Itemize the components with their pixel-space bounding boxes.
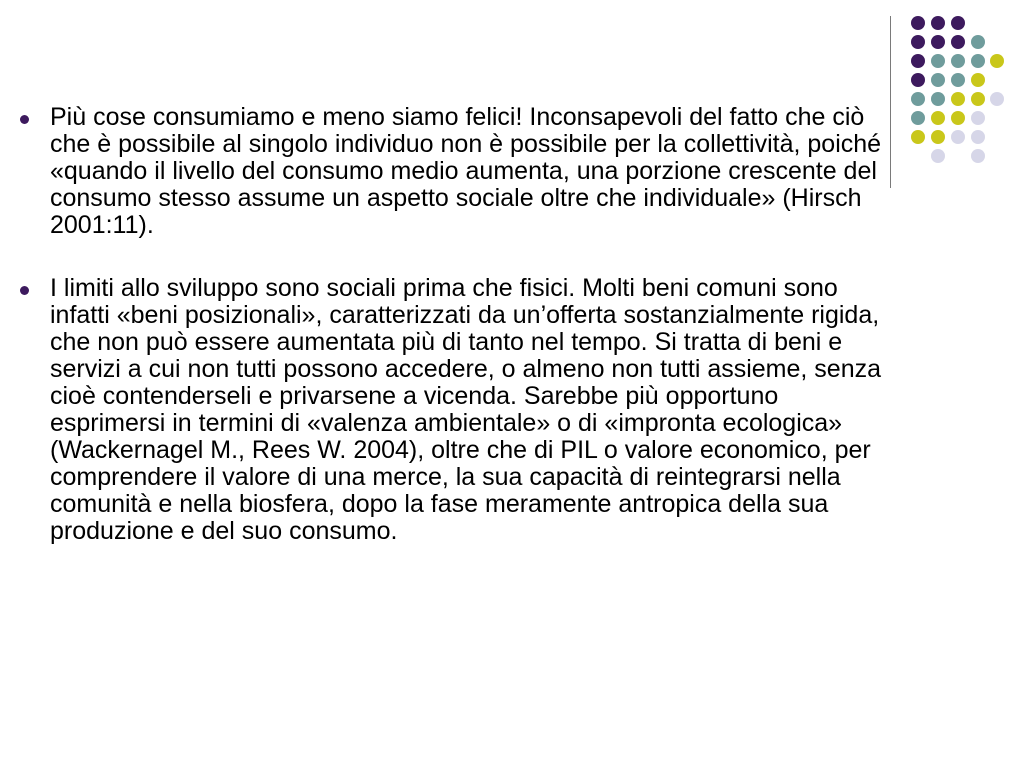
decor-dot (971, 35, 985, 49)
slide-body (20, 104, 900, 581)
decor-dot (951, 92, 965, 106)
decor-dot (911, 73, 925, 87)
bullet-text: I limiti allo sviluppo sono sociali prima che fisici. Molti beni comuni sono infatti «beni posizionali», caratterizzati da un’offerta sostanzialmente rigida, che non può essere aumentata più di tanto nel tempo. Si tratta di beni e servizi a cui non tutti possono accedere, o almeno non tutti assieme, senza cioè contenderseli e privarsene a vicenda. Sarebbe più opportuno esprimersi in termini di «valenza ambientale» o di «impronta ecologica» (Wackernagel M., Rees W. 2004), oltre che di PIL o valore economico, per comprendere il valore di una merce, la sua capacità di reintegrarsi nella comunità e nella biosfera, dopo la fase meramente antropica della sua produzione e del suo consumo. (50, 274, 882, 545)
decor-dot (951, 35, 965, 49)
decor-dot (971, 92, 985, 106)
decor-dot (951, 54, 965, 68)
bullet-dot-icon (20, 115, 29, 124)
decor-dot (990, 92, 1004, 106)
decor-dot (931, 111, 945, 125)
decor-dot (911, 35, 925, 49)
decor-dot (931, 35, 945, 49)
decor-dot (971, 111, 985, 125)
decor-dot (931, 54, 945, 68)
decor-dot (971, 130, 985, 144)
decor-dot (911, 16, 925, 30)
bullet-text: Più cose consumiamo e meno siamo felici! Inconsapevoli del fatto che ciò che è possibile al singolo individuo non è possibile per la collettività, poiché «quando il livello del consumo medio aumenta, una porzione crescente del consumo stesso assume un aspetto sociale oltre che individuale» (Hirsch 2001:11). (50, 103, 882, 239)
decor-dot (971, 149, 985, 163)
decor-dot (911, 130, 925, 144)
bullet-item (20, 104, 900, 239)
decor-dot (951, 130, 965, 144)
decor-dot (971, 54, 985, 68)
decor-dot (931, 92, 945, 106)
decor-dot (911, 111, 925, 125)
decor-dot (911, 54, 925, 68)
decor-dot (951, 73, 965, 87)
bullet-dot-icon (20, 286, 29, 295)
decor-dot (931, 149, 945, 163)
decor-dot (911, 92, 925, 106)
decor-dot (931, 130, 945, 144)
decor-dot (990, 54, 1004, 68)
decor-dot (931, 73, 945, 87)
bullet-item (20, 275, 900, 545)
decor-dot (971, 73, 985, 87)
decor-dot (931, 16, 945, 30)
decor-dot (951, 16, 965, 30)
decor-dot (951, 111, 965, 125)
